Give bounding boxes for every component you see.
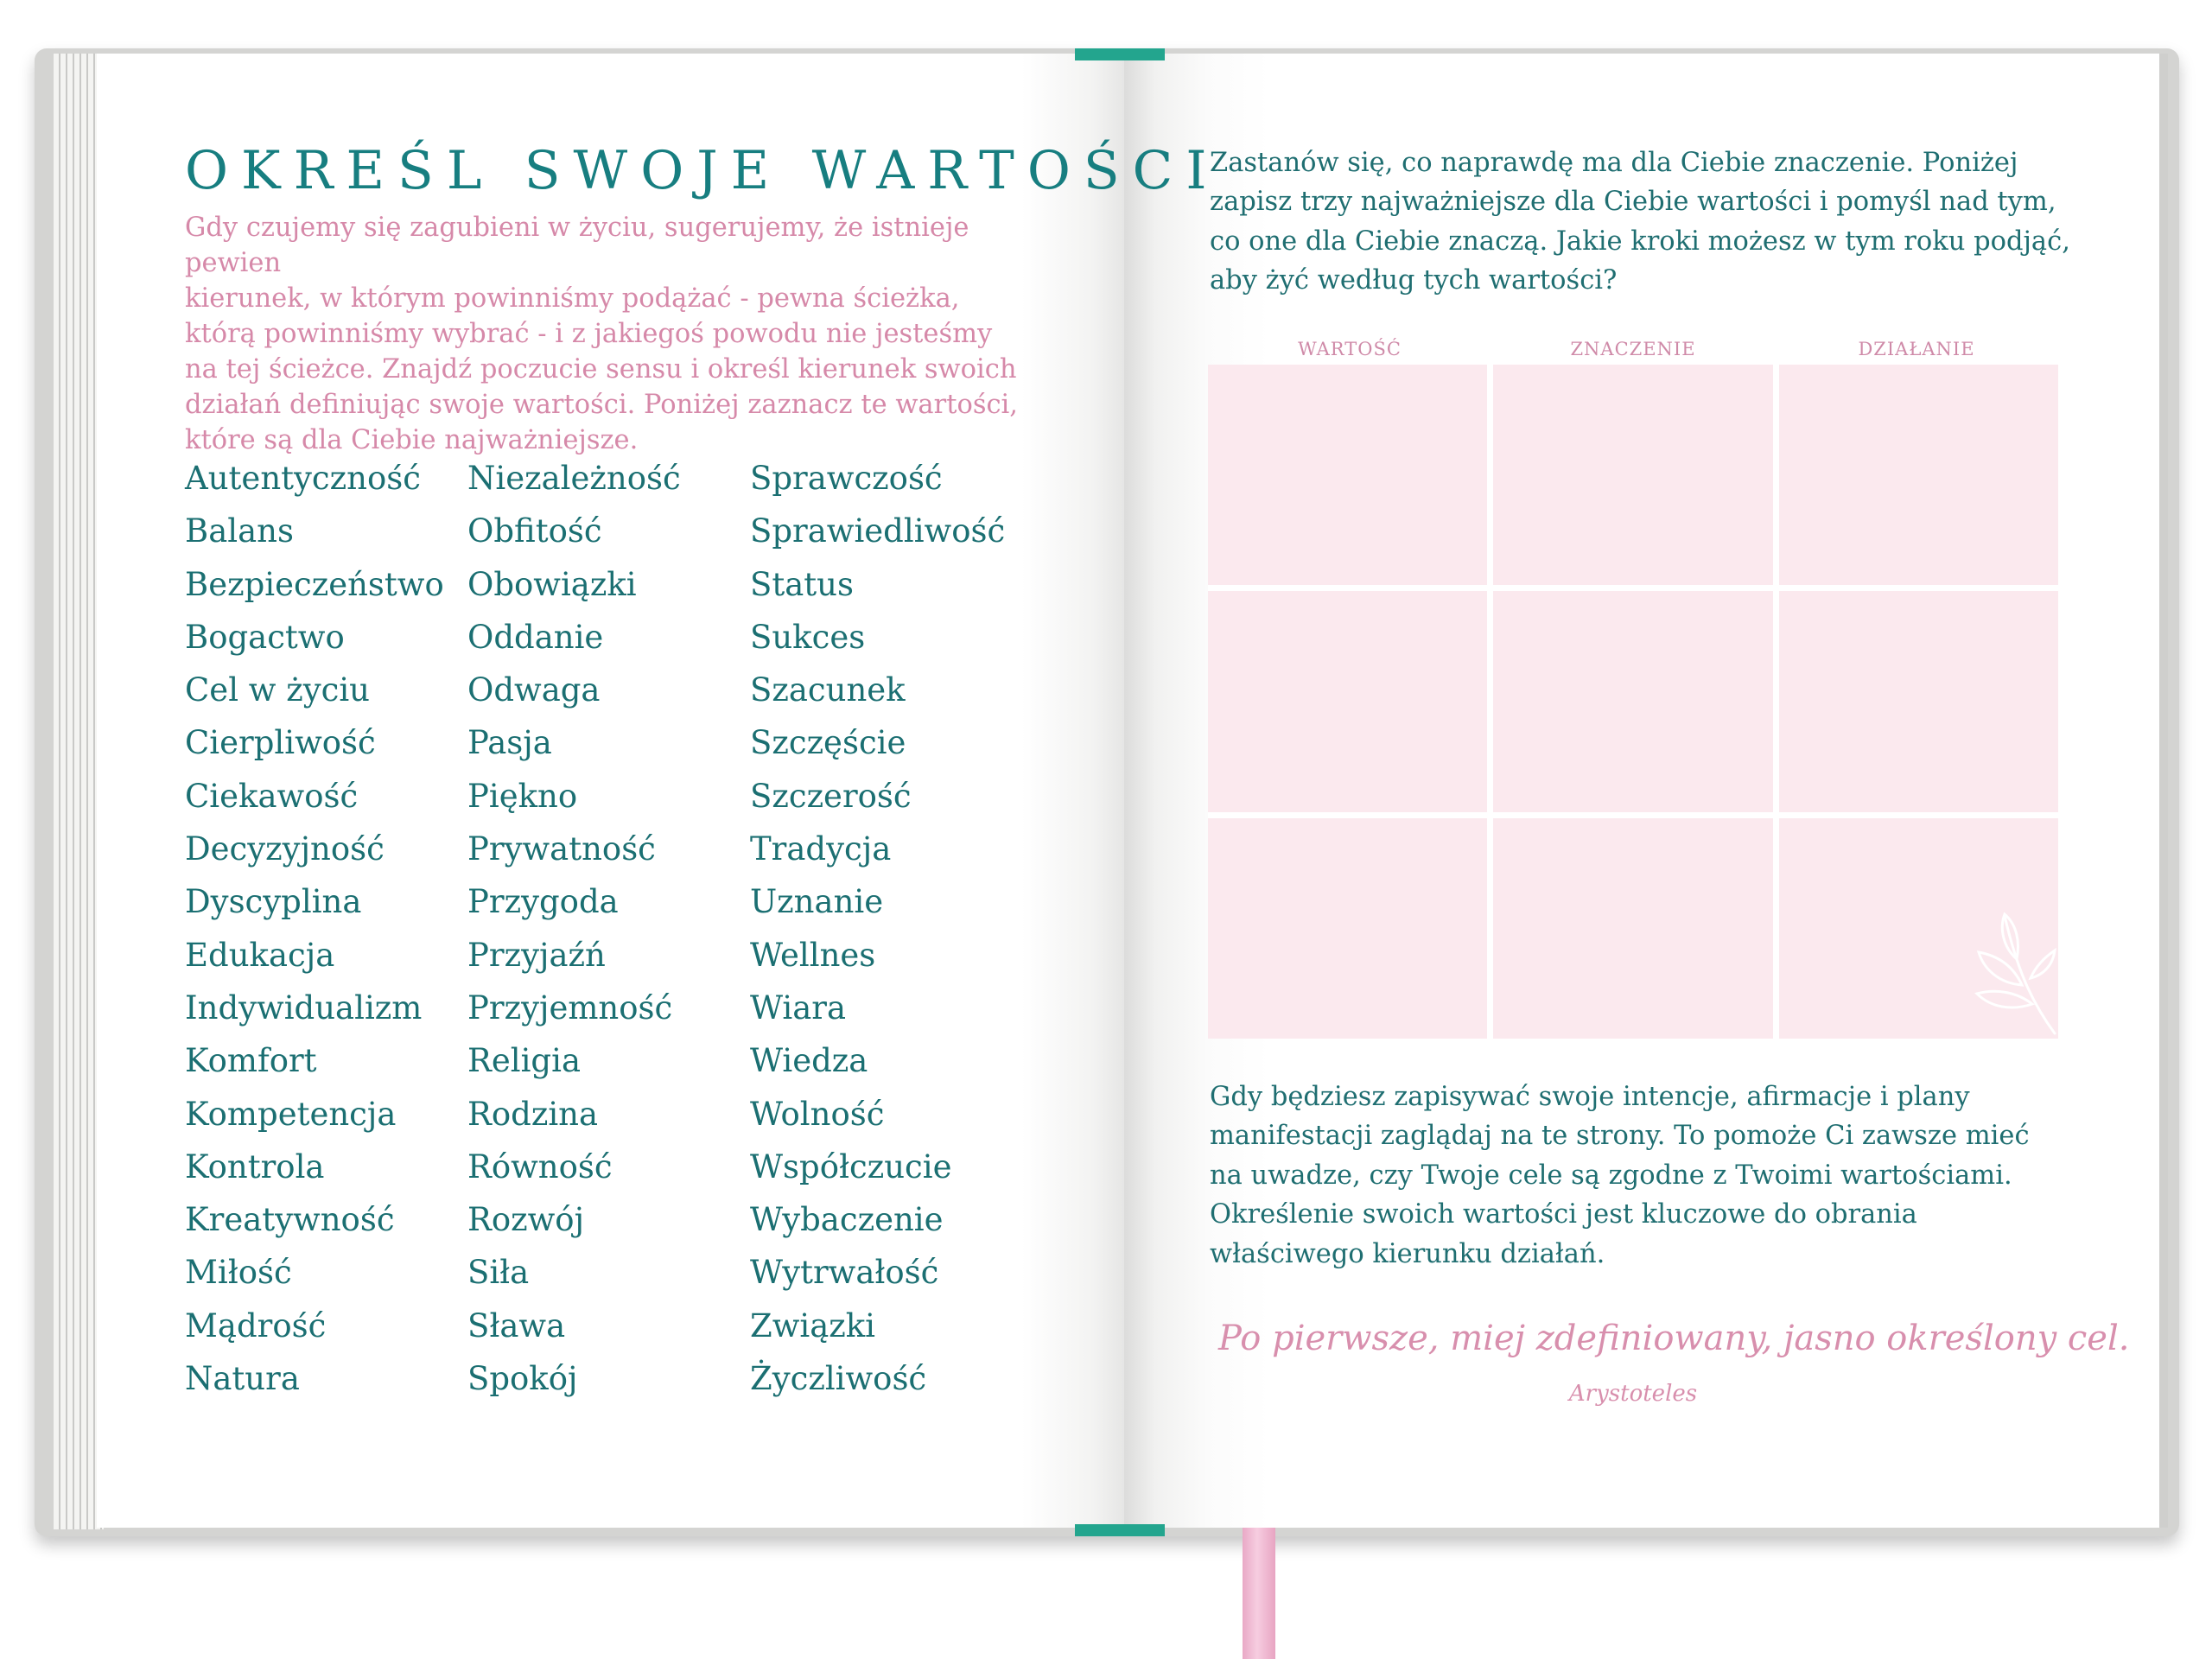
prompt-line: Zastanów się, co naprawdę ma dla Ciebie znaczenie. Poniżej xyxy=(1210,148,2018,178)
value-item[interactable]: Piękno xyxy=(467,777,578,815)
column-header-value: WARTOŚĆ xyxy=(1298,339,1402,359)
value-item[interactable]: Dyscyplina xyxy=(185,883,362,921)
value-item[interactable]: Obowiązki xyxy=(467,565,637,603)
value-item[interactable]: Miłość xyxy=(185,1254,292,1292)
value-item[interactable]: Bogactwo xyxy=(185,618,345,656)
table-cell-action-1[interactable] xyxy=(1779,365,2058,585)
value-item[interactable]: Cel w życiu xyxy=(185,671,371,709)
reflection-prompt xyxy=(1210,143,2074,301)
intro-line: którą powinniśmy wybrać - i z jakiegoś powodu nie jesteśmy xyxy=(185,319,993,349)
value-item[interactable]: Równość xyxy=(467,1147,613,1185)
closing-line: manifestacji zaglądaj na te strony. To pomoże Ci zawsze mieć xyxy=(1210,1121,2030,1152)
value-item[interactable]: Sprawiedliwość xyxy=(750,512,1006,550)
value-item[interactable]: Sprawczość xyxy=(750,460,943,497)
bookmark-ribbon[interactable] xyxy=(1243,1528,1275,1659)
right-page-edge xyxy=(2159,54,2168,1528)
prompt-line: co one dla Ciebie znaczą. Jakie kroki możesz w tym roku podjąć, xyxy=(1210,226,2070,257)
prompt-line: aby żyć według tych wartości? xyxy=(1210,265,1618,296)
value-item[interactable]: Wiara xyxy=(750,988,847,1027)
value-item[interactable]: Obfitość xyxy=(467,512,602,550)
value-item[interactable]: Cierpliwość xyxy=(185,724,376,762)
value-item[interactable]: Uznanie xyxy=(750,883,884,921)
values-column-2 xyxy=(467,452,681,1405)
headband-top xyxy=(1075,48,1165,60)
closing-paragraph xyxy=(1210,1077,2074,1274)
value-item[interactable]: Komfort xyxy=(185,1042,317,1080)
value-item[interactable]: Wytrwałość xyxy=(750,1254,939,1292)
page-title: OKREŚL SWOJE WARTOŚCI xyxy=(185,140,1220,201)
value-item[interactable]: Wellnes xyxy=(750,936,876,974)
table-cell-value-2[interactable] xyxy=(1208,591,1487,811)
column-header-meaning: ZNACZENIE xyxy=(1570,339,1696,359)
quote-author: Arystoteles xyxy=(1568,1381,1698,1407)
value-item[interactable]: Wolność xyxy=(750,1095,885,1133)
intro-line: na tej ścieżce. Znajdź poczucie sensu i określ kierunek swoich xyxy=(185,354,1017,385)
value-item[interactable]: Sława xyxy=(467,1306,566,1344)
value-item[interactable]: Rozwój xyxy=(467,1201,585,1239)
value-item[interactable]: Oddanie xyxy=(467,618,604,656)
table-cell-value-1[interactable] xyxy=(1208,365,1487,585)
value-item[interactable]: Szczerość xyxy=(750,777,912,815)
values-column-1 xyxy=(185,452,444,1405)
value-item[interactable]: Decyzyjność xyxy=(185,830,385,868)
value-item[interactable]: Indywidualizm xyxy=(185,988,423,1027)
intro-paragraph xyxy=(185,210,1058,458)
value-item[interactable]: Tradycja xyxy=(750,830,892,868)
value-item[interactable]: Mądrość xyxy=(185,1306,327,1344)
table-cell-meaning-3[interactable] xyxy=(1493,818,1772,1039)
values-column-3 xyxy=(750,452,1005,1405)
intro-line: Gdy czujemy się zagubieni w życiu, sugerujemy, że istnieje pewien xyxy=(185,213,969,278)
table-cell-meaning-1[interactable] xyxy=(1493,365,1772,585)
value-item[interactable]: Ciekawość xyxy=(185,777,359,815)
prompt-line: zapisz trzy najważniejsze dla Ciebie wartości i pomyśl nad tym, xyxy=(1210,187,2056,218)
values-table xyxy=(1208,365,2058,1039)
intro-line: kierunek, w którym powinniśmy podążać - pewna ścieżka, xyxy=(185,283,960,314)
value-item[interactable]: Szczęście xyxy=(750,724,906,762)
table-cell-meaning-2[interactable] xyxy=(1493,591,1772,811)
value-item[interactable]: Związki xyxy=(750,1306,876,1344)
value-item[interactable]: Kontrola xyxy=(185,1147,325,1185)
value-item[interactable]: Sukces xyxy=(750,618,866,656)
leaf-sprig-icon xyxy=(1960,881,2056,1035)
quote-text: Po pierwsze, miej zdefiniowany, jasno określony cel. xyxy=(1218,1319,2130,1358)
closing-line: na uwadze, czy Twoje cele są zgodne z Twoimi wartościami. xyxy=(1210,1160,2012,1191)
value-item[interactable]: Przygoda xyxy=(467,883,619,921)
column-header-action: DZIAŁANIE xyxy=(1858,339,1975,359)
value-item[interactable]: Spokój xyxy=(467,1360,578,1398)
closing-line: Określenie swoich wartości jest kluczowe do obrania xyxy=(1210,1199,1917,1230)
value-item[interactable]: Przyjaźń xyxy=(467,936,606,974)
value-item[interactable]: Edukacja xyxy=(185,936,335,974)
value-item[interactable]: Szacunek xyxy=(750,671,906,709)
closing-line: właściwego kierunku działań. xyxy=(1210,1238,1605,1269)
value-item[interactable]: Balans xyxy=(185,512,294,550)
value-item[interactable]: Przyjemność xyxy=(467,988,673,1027)
value-item[interactable]: Wiedza xyxy=(750,1042,868,1080)
table-cell-action-2[interactable] xyxy=(1779,591,2058,811)
value-item[interactable]: Wybaczenie xyxy=(750,1201,944,1239)
value-item[interactable]: Życzliwość xyxy=(750,1360,927,1398)
value-item[interactable]: Odwaga xyxy=(467,671,601,709)
value-item[interactable]: Bezpieczeństwo xyxy=(185,565,444,603)
value-item[interactable]: Rodzina xyxy=(467,1095,599,1133)
headband-bottom xyxy=(1075,1524,1165,1536)
value-item[interactable]: Prywatność xyxy=(467,830,656,868)
table-cell-value-3[interactable] xyxy=(1208,818,1487,1039)
value-item[interactable]: Pasja xyxy=(467,724,552,762)
value-item[interactable]: Religia xyxy=(467,1042,581,1080)
intro-line: które są dla Ciebie najważniejsze. xyxy=(185,425,639,455)
value-item[interactable]: Współczucie xyxy=(750,1147,952,1185)
value-item[interactable]: Kreatywność xyxy=(185,1201,395,1239)
closing-line: Gdy będziesz zapisywać swoje intencje, afirmacje i plany xyxy=(1210,1082,1970,1112)
value-item[interactable]: Kompetencja xyxy=(185,1095,397,1133)
value-item[interactable]: Natura xyxy=(185,1360,300,1398)
value-item[interactable]: Autentyczność xyxy=(185,460,421,497)
value-item[interactable]: Niezależność xyxy=(467,460,681,497)
value-item[interactable]: Siła xyxy=(467,1254,530,1292)
value-item[interactable]: Status xyxy=(750,565,854,603)
intro-line: działań definiując swoje wartości. Poniżej zaznacz te wartości, xyxy=(185,390,1018,420)
